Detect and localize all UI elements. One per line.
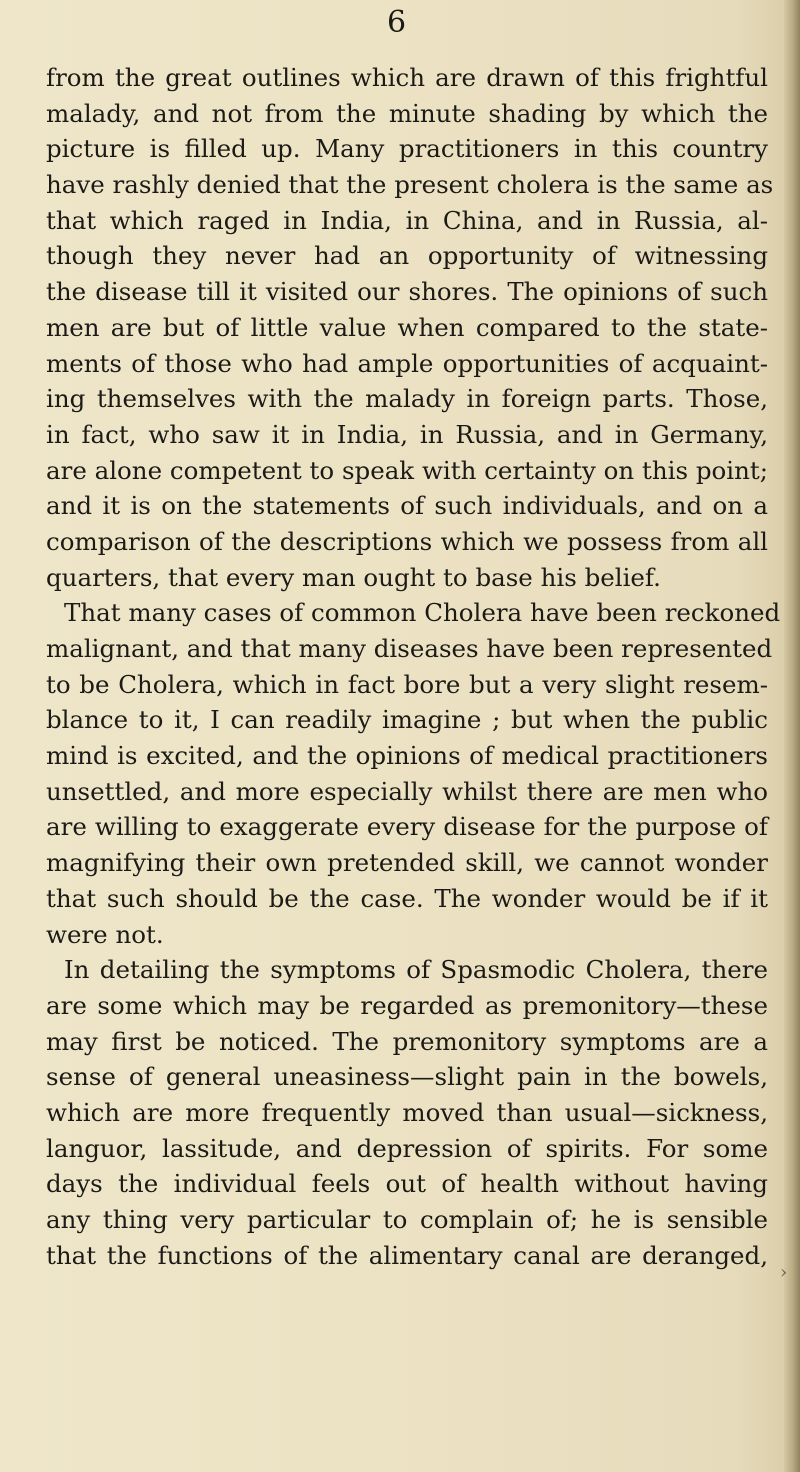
text-line: may first be noticed. The premonitory symptoms are a (46, 1026, 768, 1056)
margin-mark: › (780, 1262, 788, 1283)
text-line: comparison of the descriptions which we possess from all (46, 526, 768, 556)
text-line: were not. (46, 919, 164, 949)
text-line: ments of those who had ample opportunities of acquaint- (46, 348, 768, 378)
text-line: days the individual feels out of health without having (46, 1169, 768, 1199)
text-line: men are but of little value when compared to the state- (46, 312, 768, 342)
body-text (46, 60, 781, 1273)
text-line: malady, and not from the minute shading by which the (46, 98, 768, 128)
text-line: malignant, and that many diseases have been represented (46, 634, 773, 663)
text-line: any thing very particular to complain of; he is sensible (46, 1205, 768, 1234)
page-number: 6 (387, 5, 407, 40)
text-line: from the great outlines which are drawn of this frightful (46, 63, 768, 92)
text-line: sense of general uneasiness—slight pain in the bowels, (46, 1062, 768, 1092)
text-line: That many cases of common Cholera have been reckoned (64, 598, 781, 628)
text-line: mind is excited, and the opinions of medical practitioners (46, 741, 768, 771)
text-line: that which raged in India, in China, and in Russia, al- (46, 205, 768, 235)
text-line: blance to it, I can readily imagine ; but when the public (46, 705, 768, 735)
text-line: are some which may be regarded as premonitory—these (46, 990, 768, 1020)
text-line: are willing to exaggerate every disease for the purpose of (46, 812, 768, 842)
text-line: and it is on the statements of such individuals, and on a (46, 491, 768, 521)
text-line: quarters, that every man ought to base his belief. (46, 562, 661, 592)
text-line: the disease till it visited our shores. The opinions of such (46, 277, 768, 307)
text-line: though they never had an opportunity of witnessing (46, 241, 768, 271)
text-line: in fact, who saw it in India, in Russia, and in Germany, (46, 419, 768, 449)
text-line: to be Cholera, which in fact bore but a very slight resem- (46, 669, 768, 699)
text-line: unsettled, and more especially whilst there are men who (46, 776, 768, 806)
text-line: have rashly denied that the present cholera is the same as (46, 170, 774, 200)
text-line: picture is filled up. Many practitioners in this country (46, 134, 768, 164)
text-line: are alone competent to speak with certainty on this point; (46, 455, 768, 485)
text-line: ing themselves with the malady in foreign parts. Those, (46, 384, 768, 414)
page-edge-shadow (784, 0, 800, 1472)
text-line: that the functions of the alimentary canal are deranged, (46, 1240, 768, 1270)
text-line: that such should be the case. The wonder would be if it (46, 883, 768, 913)
text-line: In detailing the symptoms of Spasmodic Cholera, there (64, 955, 768, 985)
text-line: languor, lassitude, and depression of spirits. For some (46, 1133, 768, 1163)
text-line: magnifying their own pretended skill, we cannot wonder (46, 848, 768, 878)
text-line: which are more frequently moved than usual—sickness, (46, 1097, 768, 1127)
